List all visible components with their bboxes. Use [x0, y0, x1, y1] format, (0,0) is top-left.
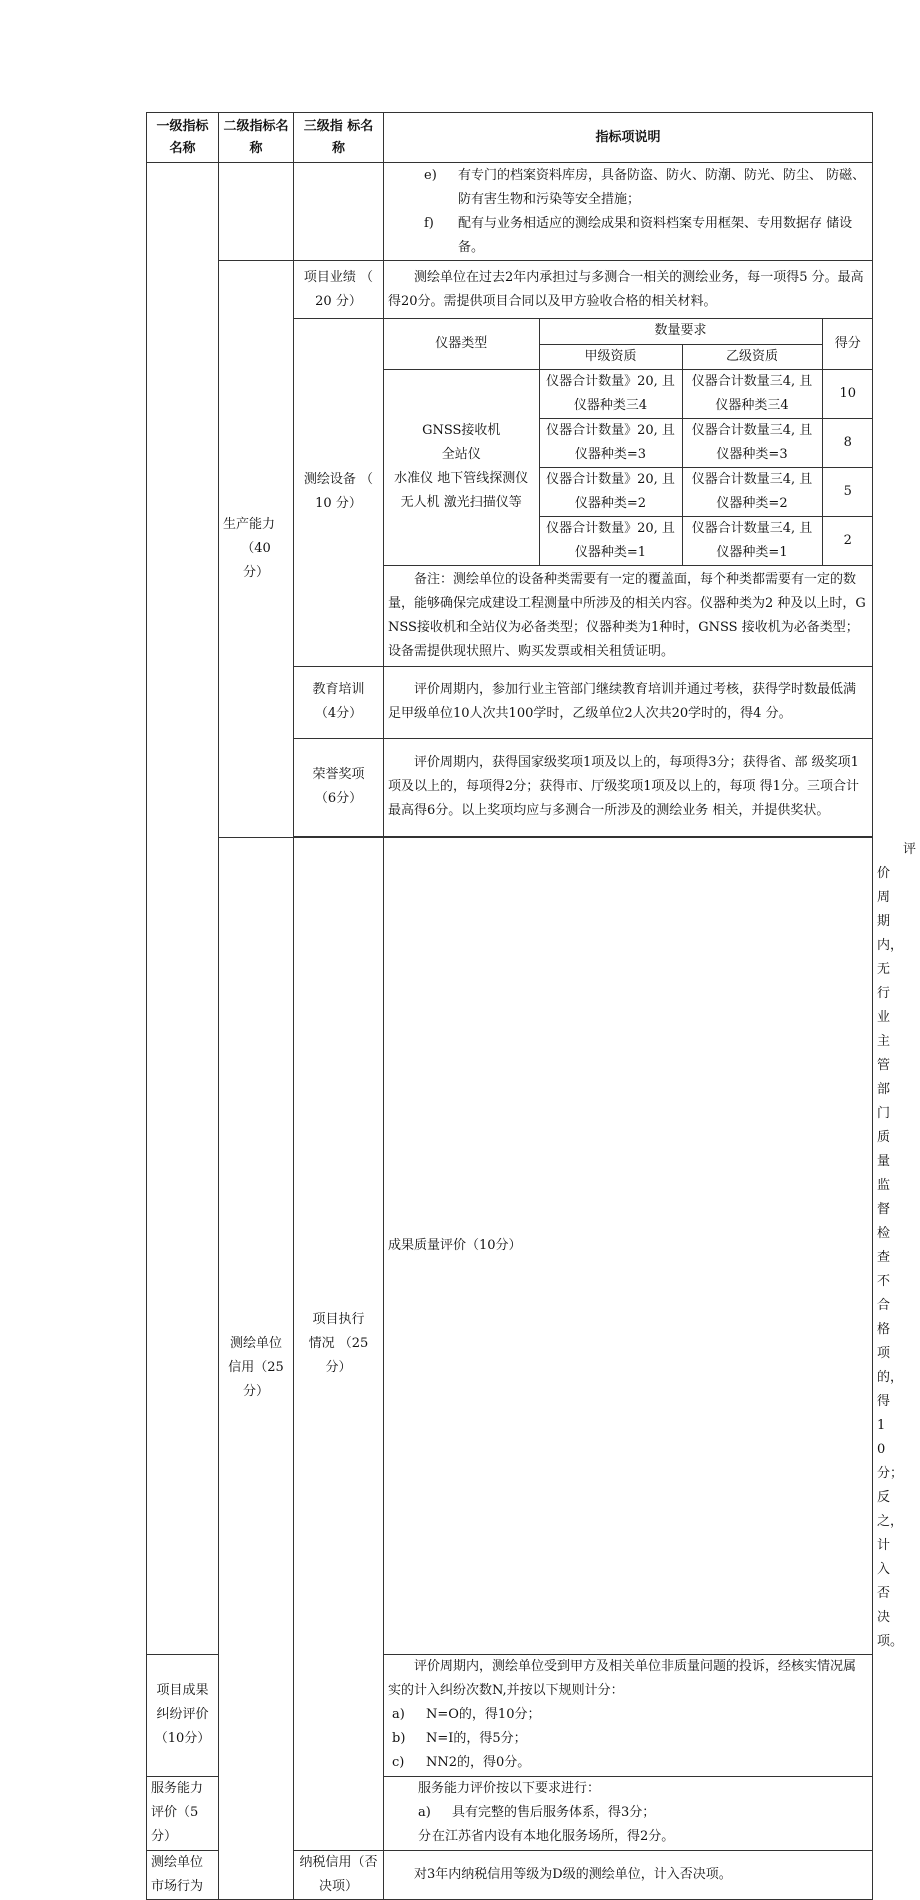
- list-item: [388, 164, 868, 212]
- grade-b-req: 仪器合计数量三4, 且 仪器种类三4: [682, 369, 822, 418]
- header-desc: 指标项说明: [384, 113, 873, 163]
- list-item: a) 具有完整的售后服务体系，得3分；: [418, 1805, 656, 1820]
- col-type: 仪器类型: [384, 319, 539, 369]
- service-desc: 服务能力评价按以下要求进行： a) 具有完整的售后服务体系，得3分； 分 在江苏省内设有本地化服务场所，得2分。: [384, 1776, 873, 1850]
- equipment-header-row: [384, 319, 873, 344]
- dispute-label: 项目成果 纠纷评价 （10分）: [147, 1654, 219, 1776]
- list-item: c) NN2的，得0分。: [392, 1755, 531, 1770]
- project-perf-label: 项目业绩 （ 20 分）: [294, 261, 384, 319]
- market-label: 测绘单位市场行为: [147, 1850, 219, 1899]
- equipment-cell: [384, 319, 873, 667]
- score-value: 10: [822, 369, 873, 418]
- list-text: 配有与业务相适应的测绘成果和资料档案专用框架、专用数据存 储设备。: [458, 215, 853, 255]
- table-row: [384, 369, 873, 418]
- dispute-desc: 评价周期内，测绘单位受到甲方及相关单位非质量问题的投诉，经核实情况属实的计入纠纷次数N,并按以下规则计分： a) N=O的，得10分； b) N=I的，得5分； c) NN2的，得0分。: [384, 1654, 873, 1776]
- list-item: b) N=I的，得5分；: [392, 1731, 527, 1746]
- execution-label: 项目执行 情况 （25 分）: [294, 837, 384, 1850]
- list-item: [388, 212, 868, 260]
- grade-a-req: 仪器合计数量》20, 且 仪器种类三4: [539, 369, 682, 418]
- list-item: a) N=O的，得10分；: [392, 1707, 541, 1722]
- score-value: 5: [822, 467, 873, 516]
- grade-b-req: 仪器合计数量三4, 且 仪器种类=1: [682, 516, 822, 565]
- header-level2: 二级指标名称: [219, 113, 294, 163]
- archive-row: [147, 163, 873, 261]
- indicator-table-page: [146, 112, 917, 1900]
- credit-label: 测绘单位 信用（25 分）: [219, 837, 294, 1900]
- honor-desc: 评价周期内，获得国家级奖项1项及以上的，每项得3分；获得省、部 级奖项1项及以上的，每项得2分；获得市、厅级奖项1项及以上的，每项 得1分。三项合计最高得6分。以上奖项均应与多测合一所涉及的测绘业务 相关，并提供奖状。: [384, 738, 873, 836]
- equipment-note-row: [384, 565, 873, 666]
- tax-desc: 对3年内纳税信用等级为D级的测绘单位，计入否决项。: [384, 1850, 873, 1899]
- equipment-table: [384, 319, 873, 666]
- grade-a-req: 仪器合计数量》20, 且 仪器种类=3: [539, 418, 682, 467]
- list-marker: e): [424, 167, 437, 183]
- production-label: 生产能力 （40 分）: [219, 261, 294, 838]
- grade-b-req: 仪器合计数量三4, 且 仪器种类=3: [682, 418, 822, 467]
- table-header-row: [147, 113, 873, 163]
- project-perf-row: [147, 261, 873, 319]
- quality-label: 成果质量评价（10分）: [384, 837, 873, 1654]
- list-text: 有专门的档案资料库房，具备防盗、防火、防潮、防光、防尘、 防磁、防有害生物和污染等安全措施；: [458, 167, 866, 207]
- grade-a-req: 仪器合计数量》20, 且 仪器种类=2: [539, 467, 682, 516]
- col-grade-a: 甲级资质: [539, 344, 682, 369]
- header-level1: 一级指标名称: [147, 113, 219, 163]
- tax-label: 纳税信用（否决项）: [294, 1850, 384, 1899]
- list-marker: f): [424, 215, 434, 231]
- score-value: 8: [822, 418, 873, 467]
- equipment-label: 测绘设备 （ 10 分）: [294, 319, 384, 667]
- header-level3: 三级指 标名称: [294, 113, 384, 163]
- grade-b-req: 仪器合计数量三4, 且 仪器种类=2: [682, 467, 822, 516]
- indicator-table: [146, 112, 917, 1900]
- list-item: 分 在江苏省内设有本地化服务场所，得2分。: [418, 1829, 675, 1844]
- training-label: 教育培训 （4分）: [294, 666, 384, 738]
- service-label: 服务能力评价（5分）: [147, 1776, 219, 1850]
- col-qty: 数量要求: [539, 319, 822, 344]
- equipment-types: GNSS接收机 全站仪 水准仪 地下管线探测仪 无人机 激光扫描仪等: [384, 369, 539, 565]
- col-score: 得分: [822, 319, 873, 369]
- grade-a-req: 仪器合计数量》20, 且 仪器种类=1: [539, 516, 682, 565]
- col-grade-b: 乙级资质: [682, 344, 822, 369]
- project-perf-desc: 测绘单位在过去2年内承担过与多测合一相关的测绘业务，每一项得5 分。最高得20分。需提供项目合同以及甲方验收合格的相关材料。: [384, 261, 873, 319]
- quality-row: 测绘单位 信用（25 分） 项目执行 情况 （25 分） 成果质量评价（10分） 评价周期内，无行业主管部门质量监督检查不合格项的，得10分；反之，计入否决项。: [147, 837, 873, 1654]
- training-desc: 评价周期内，参加行业主管部门继续教育培训并通过考核，获得学时数最低满足甲级单位10人次共100学时，乙级单位2人次共20学时的，得4 分。: [384, 666, 873, 738]
- archive-desc: [384, 163, 873, 261]
- level2-cell-empty: [219, 163, 294, 261]
- level3-cell-empty: [294, 163, 384, 261]
- equipment-note: 备注：测绘单位的设备种类需要有一定的覆盖面，每个种类都需要有一定的数量，能够确保完成建设工程测量中所涉及的相关内容。仪器种类为2 种及以上时，GNSS接收机和全站仪为必备类型；仪器种类为1种时，GNSS 接收机为必备类型；设备需提供现状照片、购买发票或相关租赁证明。: [384, 565, 873, 666]
- score-value: 2: [822, 516, 873, 565]
- level1-cell-empty: [147, 163, 219, 1655]
- honor-label: 荣誉奖项 （6分）: [294, 738, 384, 836]
